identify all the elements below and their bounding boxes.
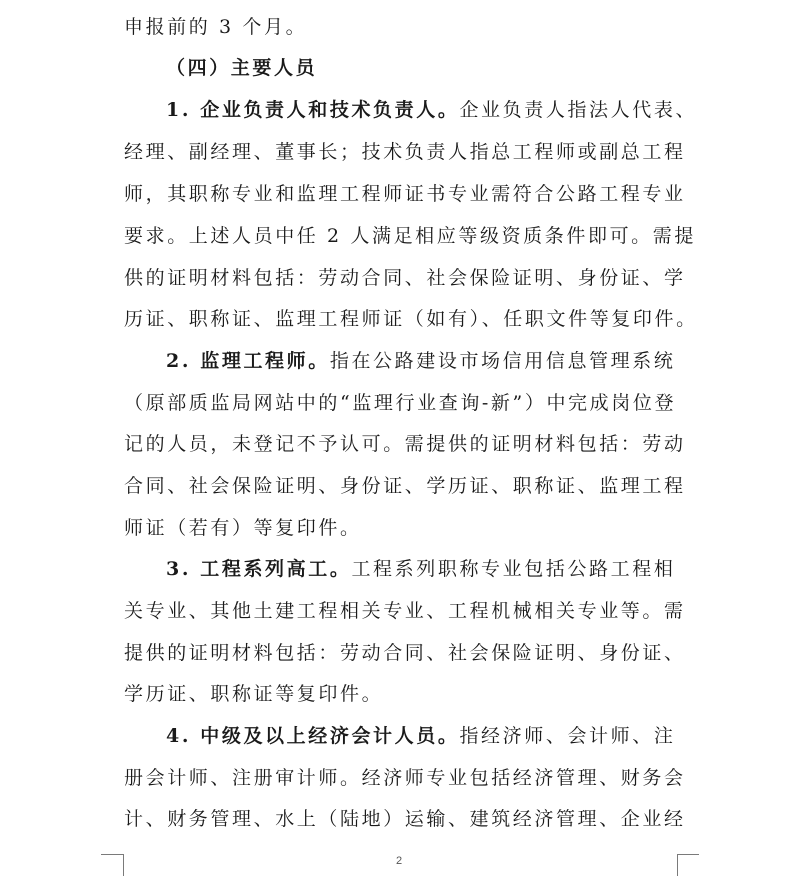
body-text: 经理、副经理、董事长；技术负责人指总工程师或副总工程 [124, 141, 686, 163]
item-heading-2 [166, 349, 726, 373]
body-text: 学历证、职称证等复印件。 [124, 683, 384, 705]
body-text: 计、财务管理、水上（陆地）运输、建筑经济管理、企业经 [124, 808, 686, 830]
text-line-12 [124, 474, 684, 498]
page-number: 2 [395, 855, 403, 867]
body-text: 工程系列职称专业包括公路工程相 [351, 558, 676, 580]
text-line-15 [124, 599, 684, 623]
body-text: 供的证明材料包括：劳动合同、社会保险证明、身份证、学 [124, 267, 686, 289]
body-text: 要求。上述人员中任 2 人满足相应等级资质条件即可。需提 [124, 225, 696, 247]
body-text: 合同、社会保险证明、身份证、学历证、职称证、监理工程 [124, 475, 686, 497]
text-line-5 [124, 182, 684, 206]
text-line-1 [124, 15, 684, 39]
section-heading [166, 56, 726, 80]
text-line-11 [124, 432, 684, 456]
text-line-17 [124, 682, 684, 706]
text-line-6 [124, 224, 696, 248]
body-text: （原部质监局网站中的“监理行业查询-新”）中完成岗位登 [124, 392, 677, 414]
body-text: 指经济师、会计师、注 [459, 725, 676, 747]
margin-corner-left [101, 854, 124, 876]
body-text: 提供的证明材料包括：劳动合同、社会保险证明、身份证、 [124, 642, 686, 664]
body-text: 指在公路建设市场信用信息管理系统 [329, 350, 676, 372]
margin-corner-right-edge [677, 854, 699, 855]
text-line-16 [124, 641, 684, 665]
item-title: 1. 企业负责人和技术负责人。 [166, 99, 460, 121]
item-heading-1 [166, 98, 726, 122]
body-text: 企业负责人指法人代表、 [459, 99, 698, 121]
body-text: 师，其职称专业和监理工程师证书专业需符合公路工程专业 [124, 183, 686, 205]
margin-corner-right [677, 854, 700, 876]
body-text: 历证、职称证、监理工程师证（如有）、任职文件等复印件。 [124, 308, 698, 330]
heading-text: （四）主要人员 [166, 57, 318, 79]
body-text: 册会计师、注册审计师。经济师专业包括经济管理、财务会 [124, 767, 686, 789]
item-title: 3. 工程系列高工。 [166, 558, 352, 580]
item-title: 4. 中级及以上经济会计人员。 [166, 725, 460, 747]
body-text: 记的人员，未登记不予认可。需提供的证明材料包括：劳动 [124, 433, 686, 455]
body-text: 师证（若有）等复印件。 [124, 517, 362, 539]
item-title: 2. 监理工程师。 [166, 350, 330, 372]
body-text: 申报前的 3 个月。 [124, 16, 308, 38]
text-line-20 [124, 807, 684, 831]
text-line-13 [124, 516, 684, 540]
text-line-10 [124, 391, 684, 415]
text-line-19 [124, 766, 684, 790]
item-heading-4 [166, 724, 726, 748]
text-line-7 [124, 266, 684, 290]
body-text: 关专业、其他土建工程相关专业、工程机械相关专业等。需 [124, 600, 686, 622]
text-line-4 [124, 140, 684, 164]
margin-corner-left-edge [101, 854, 123, 855]
item-heading-3 [166, 557, 726, 581]
text-line-8 [124, 307, 698, 331]
